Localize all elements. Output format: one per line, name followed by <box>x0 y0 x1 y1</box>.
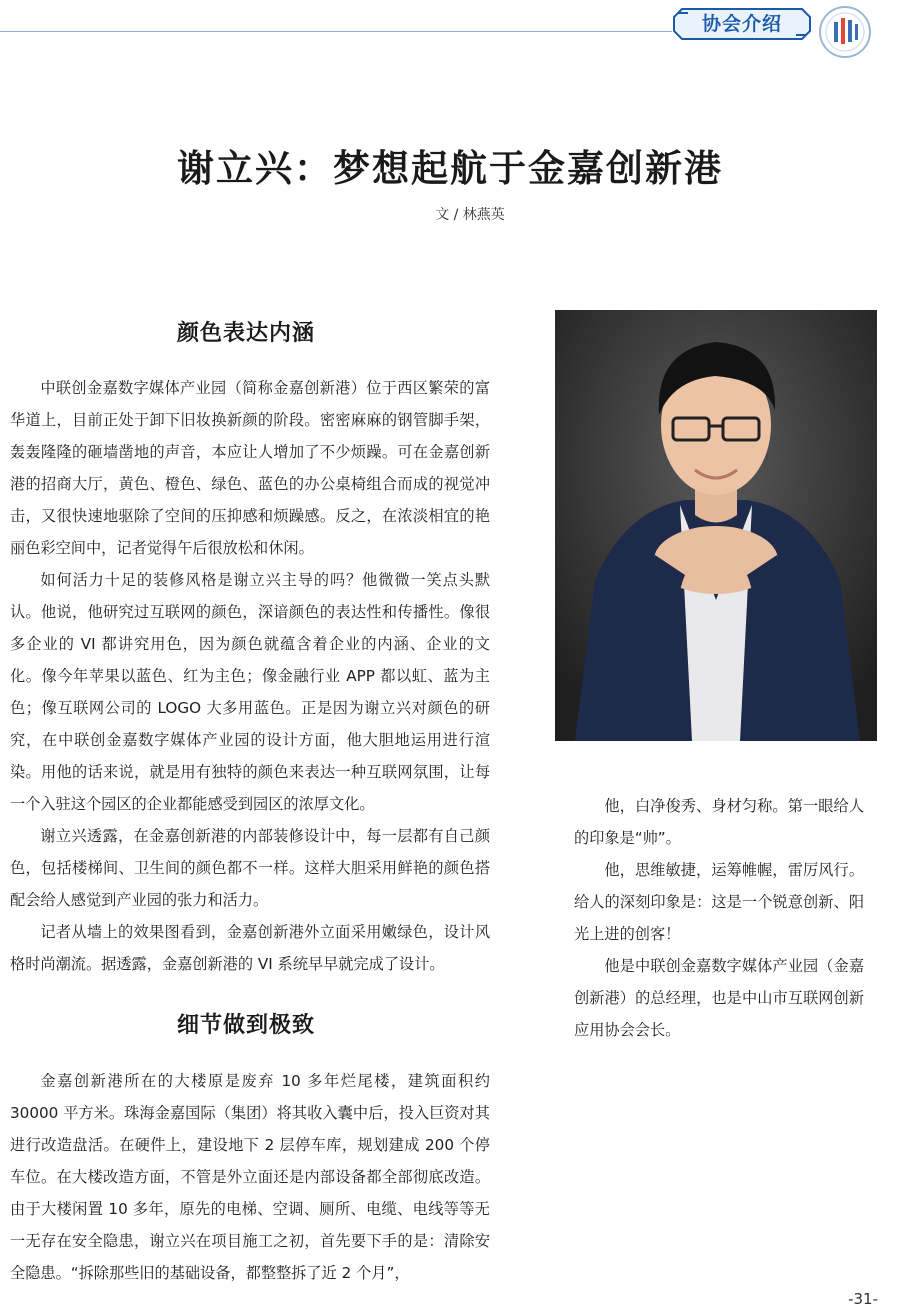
portrait-illustration-icon <box>555 310 877 741</box>
section-heading-color: 颜色表达内涵 <box>177 321 316 346</box>
header-rule <box>0 31 672 32</box>
section-badge <box>672 7 812 41</box>
paragraph: 他，思维敏捷，运筹帷幄，雷厉风行。给人的深刻印象是：这是一个锐意创新、阳光上进的创客！ <box>574 861 864 943</box>
paragraph: 他，白净俊秀、身材匀称。第一眼给人的印象是“帅”。 <box>574 797 864 847</box>
section-body-detail <box>10 1065 490 1289</box>
paragraph: 谢立兴透露，在金嘉创新港的内部装修设计中，每一层都有自己颜色，包括楼梯间、卫生间的颜色都不一样。这样大胆采用鲜艳的颜色搭配会给人感觉到产业园的张力和活力。 <box>10 827 490 909</box>
article-title: 谢立兴：梦想起航于金嘉创新港 <box>177 147 723 190</box>
paragraph: 如何活力十足的装修风格是谢立兴主导的吗？他微微一笑点头默认。他说，他研究过互联网的颜色，深谙颜色的表达性和传播性。像很多企业的 VI 都讲究用色，因为颜色就蕴含着企业的内涵、企业的文化。像今年苹果以蓝色、红为主色；像金融行业 APP 都以虹、蓝为主色；像互联网公司的 LOGO 大多用蓝色。正是因为谢立兴对颜色的研究，在中联创金嘉数字媒体产业园的设计方面，他大胆地运用进行渲染。用他的话来说，就是用有独特的颜色来表达一种互联网氛围，让每一个入驻这个园区的企业都能感受到园区的浓厚文化。 <box>10 571 490 813</box>
sidebar-intro <box>574 790 864 1046</box>
association-logo-icon <box>818 5 872 59</box>
paragraph: 中联创金嘉数字媒体产业园（简称金嘉创新港）位于西区繁荣的富华道上，目前正处于卸下旧妆换新颜的阶段。密密麻麻的钢管脚手架，轰轰隆隆的砸墙凿地的声音，本应让人增加了不少烦躁。可在金嘉创新港的招商大厅，黄色、橙色、绿色、蓝色的办公桌椅组合而成的视觉冲击，又很快速地驱除了空间的压抑感和烦躁感。反之，在浓淡相宜的艳丽色彩空间中，记者觉得午后很放松和休闲。 <box>10 379 490 557</box>
paragraph: 他是中联创金嘉数字媒体产业园（金嘉创新港）的总经理，也是中山市互联网创新应用协会会长。 <box>574 957 864 1039</box>
article-byline: 文 / 林燕英 <box>435 207 505 223</box>
paragraph: 记者从墙上的效果图看到，金嘉创新港外立面采用嫩绿色，设计风格时尚潮流。据透露，金嘉创新港的 VI 系统早早就完成了设计。 <box>10 923 490 973</box>
portrait-photo <box>555 310 877 741</box>
paragraph: 金嘉创新港所在的大楼原是废弃 10 多年烂尾楼，建筑面积约 30000 平方米。珠海金嘉国际（集团）将其收入囊中后，投入巨资对其进行改造盘活。在硬件上，建设地下 2 层停车库，规划建成 200 个停车位。在大楼改造方面，不管是外立面还是内部设备都全部彻底改造。由于大楼闲置 10 多年，原先的电梯、空调、厕所、电缆、电线等等无一无存在安全隐患，谢立兴在项目施工之初，首先要下手的是：清除安全隐患。“拆除那些旧的基础设备，都整整拆了近 2 个月”， <box>10 1072 490 1282</box>
section-heading-detail: 细节做到极致 <box>177 1013 316 1038</box>
section-body-color <box>10 372 490 980</box>
section-badge-label: 协会介绍 <box>701 13 782 35</box>
page-number: -31- <box>848 1290 878 1308</box>
